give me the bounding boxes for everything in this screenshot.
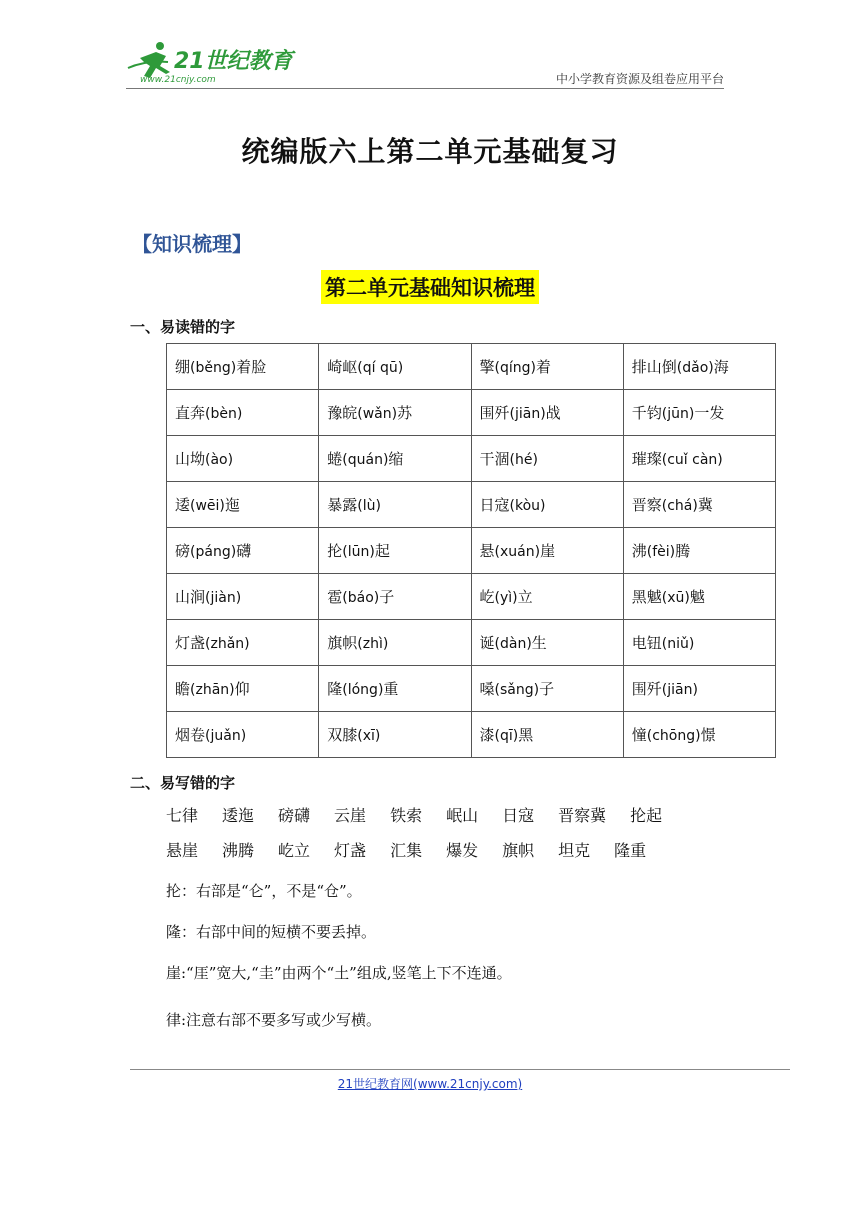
pinyin: (ào) <box>205 452 234 468</box>
part1-heading: 一、易读错的字 <box>130 318 236 336</box>
word-text: 屹 <box>479 588 495 606</box>
word-text: 干涸 <box>479 450 510 468</box>
word-cell <box>471 482 623 528</box>
pinyin: (jūn) <box>661 406 695 422</box>
pinyin: (bèn) <box>205 406 243 422</box>
table-row <box>167 390 776 436</box>
word-text: 日寇 <box>479 496 510 514</box>
word-cell <box>623 344 775 390</box>
miswritten-word: 隆重 <box>614 841 647 860</box>
word-cell <box>471 666 623 712</box>
word-text: 围歼 <box>479 404 510 422</box>
word-text: 璀璨 <box>631 450 662 468</box>
word-cell <box>319 482 471 528</box>
word-cell <box>623 482 775 528</box>
pinyin: (fèi) <box>646 544 676 560</box>
miswritten-word: 岷山 <box>446 806 479 825</box>
miswritten-word: 晋察冀 <box>558 806 607 825</box>
word-text: 诞 <box>479 634 495 652</box>
word-text-suffix: 着 <box>535 358 551 376</box>
table-row <box>167 620 776 666</box>
word-text: 抡 <box>327 542 343 560</box>
pinyin: (kòu) <box>509 498 546 514</box>
table-row <box>167 436 776 482</box>
section-heading: 【知识梳理】 <box>132 232 252 256</box>
word-text-suffix: 立 <box>517 588 533 606</box>
footer-link[interactable]: 21世纪教育网(www.21cnjy.com) <box>337 1077 523 1091</box>
word-text: 电钮 <box>631 634 662 652</box>
word-text: 隆 <box>327 680 343 698</box>
word-cell <box>167 574 319 620</box>
runner-logo-icon <box>126 38 296 88</box>
word-cell <box>623 390 775 436</box>
word-cell <box>319 390 471 436</box>
word-text-suffix: 子 <box>539 680 555 698</box>
pinyin: (lóng) <box>342 682 384 698</box>
word-text: 烟卷 <box>175 726 206 744</box>
word-text: 豫皖 <box>327 404 358 422</box>
word-cell <box>471 574 623 620</box>
word-text-suffix: 魆 <box>689 588 705 606</box>
word-text: 逶 <box>175 496 191 514</box>
word-cell <box>471 712 623 758</box>
pinyin: (wǎn) <box>357 406 398 422</box>
pinyin: (sǎng) <box>494 682 540 698</box>
table-row <box>167 574 776 620</box>
document-title: 统编版六上第二单元基础复习 <box>241 135 619 168</box>
word-cell <box>319 620 471 666</box>
word-cell <box>471 436 623 482</box>
word-cell <box>319 574 471 620</box>
platform-label: 中小学教育资源及组卷应用平台 <box>555 72 724 86</box>
word-cell <box>167 344 319 390</box>
site-logo <box>126 38 296 88</box>
table-row <box>167 344 776 390</box>
word-text-suffix: 战 <box>545 404 561 422</box>
part2-heading: 二、易写错的字 <box>130 774 236 792</box>
highlighted-subtitle: 第二单元基础知识梳理 <box>321 270 539 304</box>
pinyin: (wēi) <box>190 498 225 514</box>
pinyin: (cuǐ càn) <box>661 452 723 468</box>
pinyin: (jiān) <box>509 406 546 422</box>
miswritten-word: 七律 <box>166 806 199 825</box>
word-text: 蜷 <box>327 450 343 468</box>
word-text: 磅 <box>175 542 191 560</box>
word-text: 漆 <box>479 726 495 744</box>
pinyin: (xū) <box>661 590 690 606</box>
word-text-suffix: 迤 <box>224 496 240 514</box>
pinyin: (chōng) <box>646 728 701 744</box>
word-cell <box>167 436 319 482</box>
table-row <box>167 528 776 574</box>
word-text-suffix: 黑 <box>518 726 534 744</box>
word-text: 围歼 <box>631 680 662 698</box>
word-cell <box>623 528 775 574</box>
word-text-suffix: 苏 <box>397 404 413 422</box>
miswritten-words-line-1 <box>166 803 686 826</box>
miswritten-word: 抡起 <box>630 806 663 825</box>
word-text: 雹 <box>327 588 343 606</box>
word-text: 旗帜 <box>327 634 358 652</box>
miswritten-word: 铁索 <box>390 806 423 825</box>
word-cell <box>167 390 319 436</box>
pinyin: (qíng) <box>494 360 536 376</box>
miswritten-word: 磅礴 <box>278 806 311 825</box>
pinyin: (lūn) <box>342 544 375 560</box>
miswritten-word: 坦克 <box>558 841 591 860</box>
logo-text: 21世纪教育 <box>174 49 293 74</box>
word-text: 沸 <box>631 542 647 560</box>
table-row <box>167 666 776 712</box>
miswritten-word: 旗帜 <box>502 841 535 860</box>
pinyin: (xuán) <box>494 544 541 560</box>
miswritten-word: 悬崖 <box>166 841 199 860</box>
pinyin: (jiàn) <box>205 590 242 606</box>
word-text: 绷 <box>175 358 191 376</box>
word-text: 晋察 <box>631 496 662 514</box>
word-cell <box>319 436 471 482</box>
miswritten-word: 沸腾 <box>222 841 255 860</box>
word-text-suffix: 缩 <box>388 450 404 468</box>
word-cell <box>623 712 775 758</box>
pinyin: (dǎo) <box>676 360 714 376</box>
pinyin: (běng) <box>190 360 237 376</box>
word-text: 千钧 <box>631 404 662 422</box>
word-cell <box>319 712 471 758</box>
miswritten-word: 灯盏 <box>334 841 367 860</box>
word-cell <box>167 666 319 712</box>
pinyin: (jiān) <box>661 682 698 698</box>
misread-words-table <box>166 343 776 758</box>
subtitle-wrap <box>0 270 860 304</box>
pinyin: (juǎn) <box>205 728 247 744</box>
word-cell <box>471 390 623 436</box>
note-ya: 崖:“厓”宽大,“圭”由两个“土”组成,竖笔上下不连通。 <box>166 964 512 982</box>
word-text-suffix: 憬 <box>700 726 716 744</box>
miswritten-word: 屹立 <box>278 841 311 860</box>
pinyin: (quán) <box>342 452 389 468</box>
word-cell <box>319 344 471 390</box>
word-cell <box>167 712 319 758</box>
pinyin: (qī) <box>494 728 519 744</box>
word-cell <box>167 482 319 528</box>
word-text: 悬 <box>479 542 495 560</box>
word-text: 山涧 <box>175 588 206 606</box>
miswritten-word: 日寇 <box>502 806 535 825</box>
footer-divider <box>130 1069 790 1070</box>
word-cell <box>167 620 319 666</box>
word-text-suffix: 一发 <box>694 404 725 422</box>
word-cell <box>623 620 775 666</box>
table-row <box>167 712 776 758</box>
pinyin: (qí qū) <box>357 360 404 376</box>
word-cell <box>623 436 775 482</box>
word-text: 憧 <box>631 726 647 744</box>
word-text-suffix: 生 <box>531 634 547 652</box>
pinyin: (páng) <box>190 544 237 560</box>
word-text-suffix: 礴 <box>236 542 252 560</box>
pinyin: (zhì) <box>357 636 389 652</box>
word-text: 排山倒 <box>631 358 677 376</box>
word-text-suffix: 腾 <box>675 542 691 560</box>
word-text-suffix: 子 <box>379 588 395 606</box>
miswritten-word: 爆发 <box>446 841 479 860</box>
word-text: 擎 <box>479 358 495 376</box>
word-text: 嗓 <box>479 680 495 698</box>
header-divider <box>126 88 724 89</box>
word-text-suffix: 海 <box>713 358 729 376</box>
word-text-suffix: 着脸 <box>236 358 267 376</box>
word-text: 暴露 <box>327 496 358 514</box>
word-cell <box>319 666 471 712</box>
word-cell <box>471 344 623 390</box>
miswritten-word: 汇集 <box>390 841 423 860</box>
miswritten-word: 逶迤 <box>222 806 255 825</box>
word-cell <box>623 574 775 620</box>
word-text-suffix: 冀 <box>697 496 713 514</box>
miswritten-words-line-2 <box>166 838 670 861</box>
logo-url-text: www.21cnjy.com <box>140 75 216 85</box>
pinyin: (yì) <box>494 590 518 606</box>
word-text-suffix: 仰 <box>234 680 250 698</box>
word-text: 黑魆 <box>631 588 662 606</box>
word-cell <box>319 528 471 574</box>
pinyin: (zhǎn) <box>205 636 250 652</box>
word-text: 双膝 <box>327 726 358 744</box>
word-text: 山坳 <box>175 450 206 468</box>
pinyin: (chá) <box>661 498 698 514</box>
word-cell <box>167 528 319 574</box>
note-lv: 律:注意右部不要多写或少写横。 <box>166 1011 382 1029</box>
pinyin: (niǔ) <box>661 636 695 652</box>
pinyin: (báo) <box>342 590 380 606</box>
word-text-suffix: 崖 <box>540 542 556 560</box>
pinyin: (hé) <box>509 452 538 468</box>
word-text: 崎岖 <box>327 358 358 376</box>
pinyin: (xī) <box>357 728 381 744</box>
word-text: 灯盏 <box>175 634 206 652</box>
word-text: 瞻 <box>175 680 191 698</box>
word-text: 直奔 <box>175 404 206 422</box>
word-text-suffix: 起 <box>374 542 390 560</box>
word-cell <box>471 528 623 574</box>
pinyin: (dàn) <box>494 636 532 652</box>
table-row <box>167 482 776 528</box>
note-long: 隆：右部中间的短横不要丢掉。 <box>166 923 377 941</box>
word-cell <box>471 620 623 666</box>
word-text-suffix: 重 <box>383 680 399 698</box>
note-lun: 抡：右部是“仑”，不是“仓”。 <box>166 882 362 900</box>
miswritten-word: 云崖 <box>334 806 367 825</box>
word-cell <box>623 666 775 712</box>
pinyin: (lù) <box>357 498 381 514</box>
pinyin: (zhān) <box>190 682 235 698</box>
